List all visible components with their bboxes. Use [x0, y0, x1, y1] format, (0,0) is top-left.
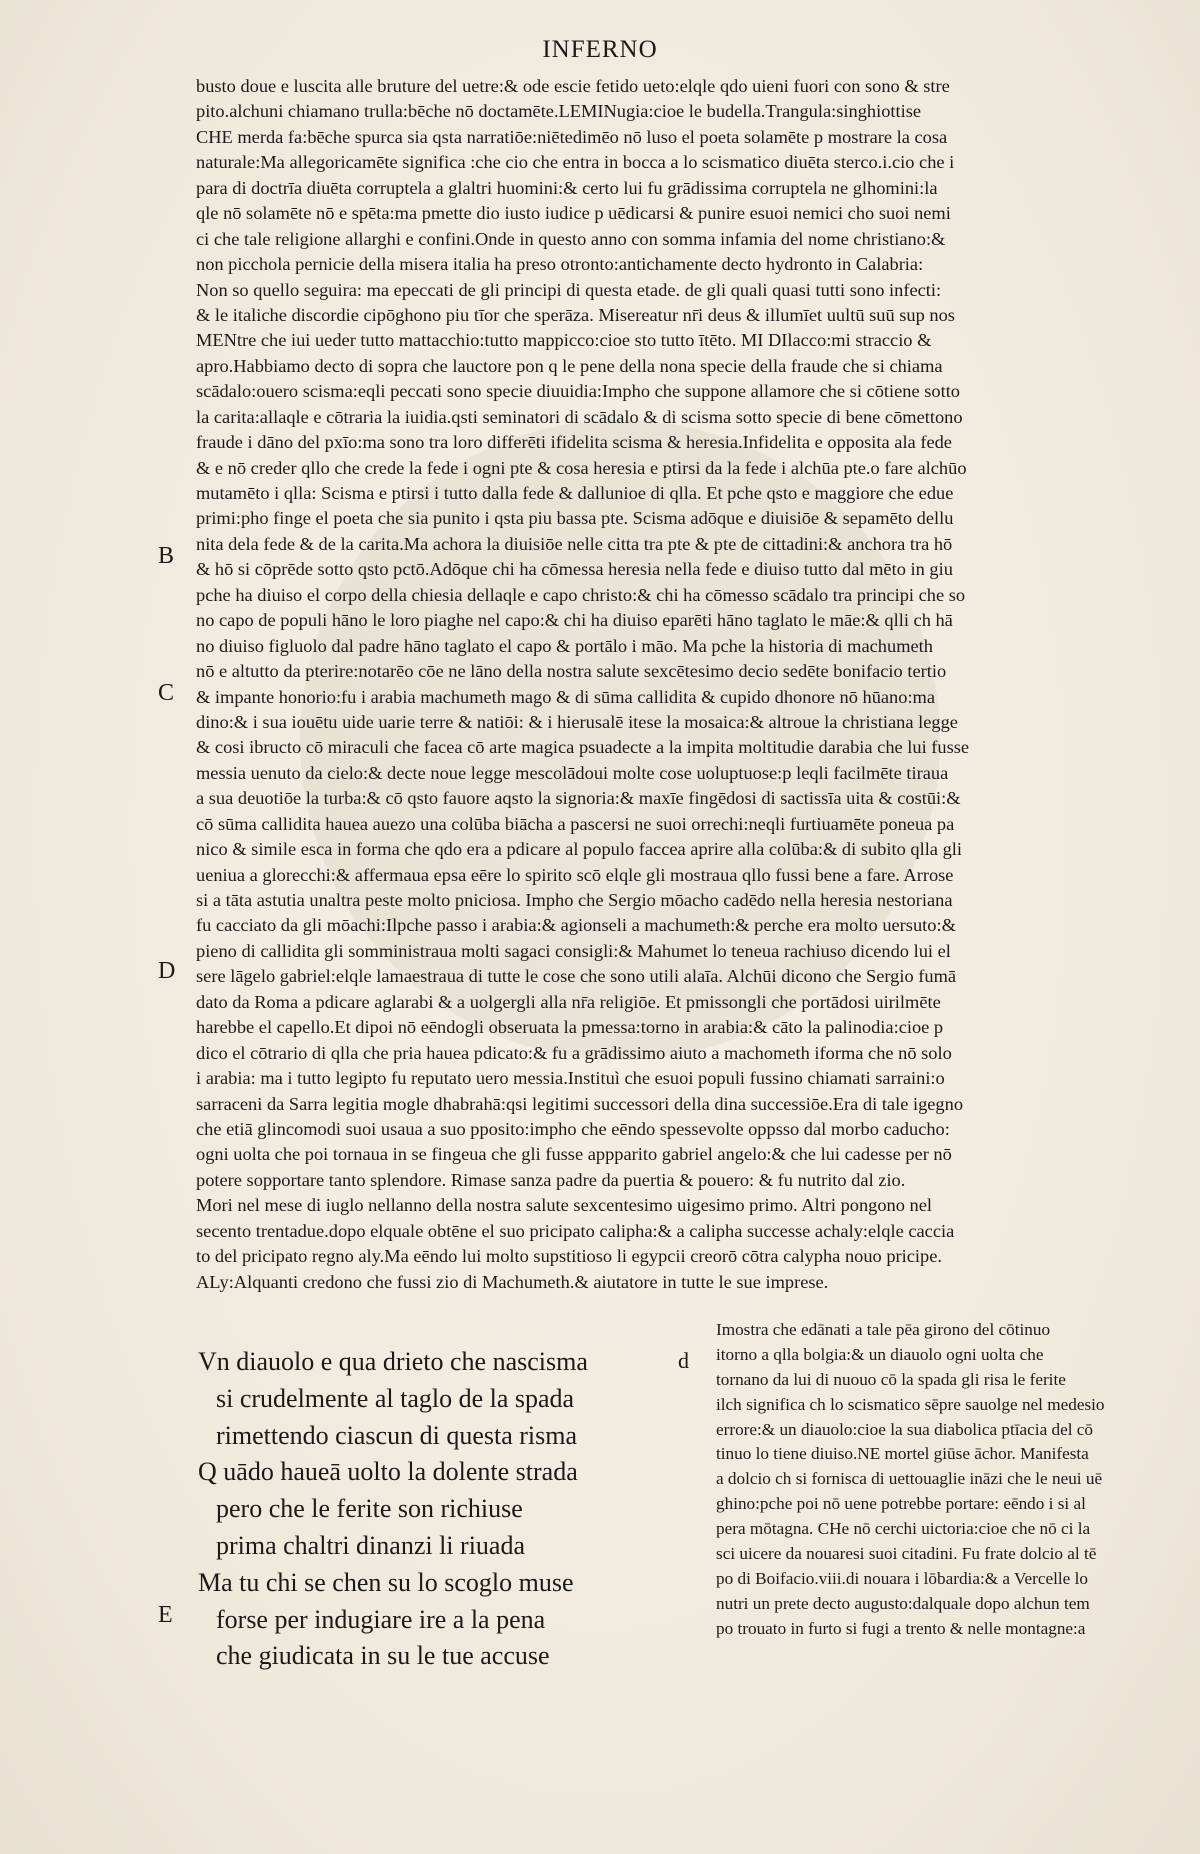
- commentary-line: potere sopportare tanto splendore. Rimase sanza padre da puertia & pouero: & fu nutrito dal zio.: [196, 1169, 906, 1190]
- gloss-line: ghino:pche poi nō uene potrebbe portare: eēndo i si al: [716, 1494, 1086, 1514]
- commentary-line: i arabia: ma i tutto legipto fu reputato uero messia.Instituì che esuoi populi fussino chiamati sarraini:o: [196, 1068, 945, 1089]
- commentary-line: CHE merda fa:bēche spurca sia qsta narratiōe:niētedimēo nō luso el poeta solamēte p mostrare la cosa: [196, 126, 948, 147]
- margin-letter-b: B: [158, 543, 175, 569]
- commentary-line: dico el cōtrario di qlla che pria hauea pdicato:& fu a grādissimo aiuto a machometh iforma che nō solo: [196, 1042, 952, 1063]
- verse-line: si crudelmente al taglo de la spada: [216, 1383, 575, 1413]
- gloss-line: a dolcio ch si fornisca di uettouaglie ināzi che le neui uē: [716, 1469, 1103, 1489]
- commentary-line: ci che tale religione allarghi e confini.Onde in questo anno con somma infamia del nome christiano:&: [196, 228, 946, 249]
- commentary-line: sere lāgelo gabriel:elqle lamaestraua di tutte le cose che sono utili alaīa. Alchūi dicono che Sergio fumā: [196, 966, 957, 987]
- gloss-line: errore:& un diauolo:cioe la sua diabolica ptīacia del cō: [716, 1419, 1094, 1439]
- verse-block: [198, 1344, 666, 1675]
- margin-letter-d: D: [158, 958, 176, 984]
- commentary-line: scādalo:ouero scisma:eqli peccati sono specie diuuidia:Impho che suppone allamore che si cōtiene sotto: [196, 381, 960, 402]
- margin-letter-c: C: [158, 680, 175, 706]
- verse-line: Vn diauolo e qua drieto che nascisma: [198, 1347, 588, 1376]
- commentary-line: fraude i dāno del pxīo:ma sono tra loro differēti ifidelita scisma & heresia.Infidelita e opposita ala fede: [196, 432, 952, 453]
- commentary-line: no capo de populi hāno le loro piaghe nel capo:& chi ha diuiso eparēti hāno taglato le māe:& qlli ch hā: [196, 610, 953, 631]
- commentary-line: pieno di callidita gli somministraua molti sagaci consigli:& Mahumet lo teneua rachiuso dicendo lui el: [196, 940, 951, 961]
- commentary-line: si a tāta astutia unaltra peste molto pniciosa. Impho che Sergio mōacho cadēdo nella heresia nestoriana: [196, 890, 953, 910]
- commentary-line: secento trentadue.dopo elquale obtēne el suo pricipato calipha:& a calipha successe achaly:elqle caccia: [196, 1220, 955, 1241]
- gloss-block: [716, 1318, 1164, 1642]
- verse-line: Q uādo haueā uolto la dolente strada: [198, 1457, 578, 1487]
- verse-line: pero che le ferite son richiuse: [216, 1494, 523, 1524]
- commentary-line: to del pricipato regno aly.Ma eēndo lui molto supstitioso li egypcii creorō cōtra calypha nouo pricipe.: [196, 1246, 942, 1267]
- commentary-line: la carita:allaqle e cōtraria la iuidia.qsti seminatori di scādalo & di scisma sotto specie di bene cōmettono: [196, 406, 963, 427]
- commentary-line: a sua deuotiōe la turba:& cō qsto fauore aqsto la signoria:& maxīe fingēdosi di sactissīa uita & costūi:&: [196, 788, 961, 809]
- commentary-line: pche ha diuiso el corpo della chiesia dellaqle e capo christo:& chi ha cōmesso scādalo tra principi che so: [196, 584, 966, 605]
- gloss-line: ilch significa ch lo scismatico sēpre sauolge nel medesio: [716, 1394, 1105, 1414]
- commentary-line: nō e altutto da pterire:notarēo cōe ne lāno della nostra salute sexcētesimo decio sedēte bonifacio tertio: [196, 661, 947, 682]
- commentary-line: mutamēto i qlla: Scisma e ptirsi i tutto dalla fede & dallunioe di qlla. Et pche qsto e maggiore che edue: [196, 483, 954, 503]
- commentary-line: sarraceni da Sarra legitia mogle dhabrahā:qsi legitimi successori della dina successiōe.Era di tale igegno: [196, 1093, 964, 1114]
- verse-line: che giudicata in su le tue accuse: [216, 1641, 550, 1671]
- commentary-line: Non so quello seguira: ma epeccati de gli principi di questa etade. de gli quali quasi tutti sono infecti:: [196, 279, 942, 300]
- gloss-line: tinuo lo tiene diuiso.NE mortel giūse āchor. Manifesta: [716, 1444, 1089, 1464]
- verse-line: rimettendo ciascun di questa risma: [216, 1420, 578, 1450]
- commentary-line: naturale:Ma allegoricamēte significa :che cio che entra in bocca a lo scismatico diuēta sterco.i.cio che i: [196, 152, 955, 173]
- commentary-line: che etiā glincomodi suoi usaua a suo pposito:impho che eēndo spessevolte oppsso dal morbo caducho:: [196, 1118, 950, 1139]
- commentary-line: para di doctrīa diuēta corruptela a glaltri huomini:& certo lui fu grādissima corruptela ne glhomini:la: [196, 177, 938, 198]
- gloss-line: nutri un prete decto augusto:dalquale dopo alchun tem: [716, 1593, 1090, 1613]
- gloss-line: itorno a qlla bolgia:& un diauolo ogni uolta che: [716, 1344, 1044, 1364]
- commentary-line: ALy:Alquanti credono che fussi zio di Machumeth.& aiutatore in tutte le sue imprese.: [196, 1271, 829, 1292]
- gloss-line: tornano da lui di nuouo cō la spada gli risa le ferite: [716, 1369, 1066, 1389]
- commentary-line: dino:& i sua iouētu uide uarie terre & natiōi: & i hierusalē itese la mosaica:& altroue la christiana legge: [196, 711, 958, 732]
- commentary-line: cō sūma callidita hauea auezo una colūba biācha a pascersi ne suoi orrechi:neqli furtiuamēte poneua pa: [196, 813, 955, 834]
- gloss-line: sci uicere da nouaresi suoi citadini. Fu frate dolcio al tē: [716, 1544, 1097, 1564]
- commentary-line: Mori nel mese di iuglo nellanno della nostra salute sexcentesimo uigesimo primo. Altri pongono nel: [196, 1195, 933, 1216]
- gloss-line: Imostra che edānati a tale pēa gironο del cōtinuo: [716, 1320, 1051, 1339]
- commentary-line: busto doue e luscita alle bruture del uetre:& ode escie fetido ueto:elqle qdo uieni fuori con sono & stre: [196, 76, 950, 96]
- commentary-line: & cosi ibructo cō miraculi che facea cō arte magica psuadecte a la impita moltitudie darabia che lui fusse: [196, 737, 970, 758]
- commentary-line: primi:pho finge el poeta che sia punito i qsta piu bassa pte. Scisma adōque e diuisiōe & sepamēto dellu: [196, 508, 954, 529]
- margin-letter-e: E: [158, 1602, 173, 1628]
- commentary-line: no diuiso figluolo dal padre hāno taglato el capo & portālo i māo. Ma pche la historia di machumeth: [196, 635, 933, 656]
- commentary-line: & e nō creder qllo che crede la fede i ogni pte & cosa heresia e ptirsi da la fede i alchūa pte.o fare alchūo: [196, 457, 967, 478]
- commentary-line: apro.Habbiamo decto di sopra che lauctore pon q le pene della nona specie della fraude che si chiama: [196, 355, 943, 376]
- verse-line: Ma tu chi se chen su lo scoglo muse: [198, 1567, 574, 1597]
- commentary-line: nita dela fede & de la carita.Ma achora la diuisiōe nelle citta tra pte & pte de cittadini:& anchora tra hō: [196, 533, 953, 554]
- running-head: INFERNO: [542, 36, 658, 63]
- commentary-line: & hō si cōprēde sotto qsto pctō.Adōque chi ha cōmessa heresia nella fede e diuiso tutto dal mēto in giu: [196, 559, 953, 580]
- gloss-line: po di Boifacio.viii.di nouara i lōbardia:& a Vercelle lo: [716, 1568, 1088, 1588]
- gloss-line: pera mōtagna. CHe nō cerchi uictoria:cioe che nō ci la: [716, 1519, 1091, 1539]
- gloss-letter-d: d: [678, 1348, 689, 1373]
- gloss-line: po trouato in furto si fugi a trento & nelle montagne:a: [716, 1618, 1086, 1638]
- commentary-line: non picchola pernicie della misera italia ha preso otronto:antichamente decto hydronto in Calabria:: [196, 254, 924, 275]
- commentary-line: pito.alchuni chiamano trulla:bēche nō doctamēte.LEMINugia:cioe le budella.Trangula:singhiottise: [196, 101, 922, 122]
- commentary-line: qle nō solamēte nō e spēta:ma pmette dio iusto iudice p uēdicarsi & punire esuoi nemici cho suoi nemi: [196, 203, 951, 224]
- commentary-line: dato da Roma a pdicare aglarabi & a uolgergli alla nr̄a religiōe. Et pmissongli che portādosi uirilmēte: [196, 991, 941, 1012]
- commentary-line: messia uenuto da cielo:& decte noue legge mescolādoui molte cose uoluptuose:p leqli facilmēte tiraua: [196, 762, 949, 783]
- commentary-line: harebbe el capello.Et dipoi nō eēndogli obseruata la pmessa:torno in arabia:& cāto la palinodia:cioe p: [196, 1017, 944, 1038]
- commentary-line: fu cacciato da gli mōachi:Ilpche passo i arabia:& agionseli a machumeth:& perche era molto uersuto:&: [196, 915, 956, 936]
- commentary-line: nico & simile esca in forma che qdo era a pdicare al populo faccea aprire alla colūba:& di subito qlla gli: [196, 839, 962, 860]
- commentary-line: & le italiche discordie cipōghono piu tīor che sperāza. Misereatur nr̄i deus & illumīet uultū suū sup nos: [196, 304, 955, 325]
- verse-line: prima chaltri dinanzi li riuada: [216, 1530, 525, 1560]
- commentary-block: [196, 74, 1164, 1295]
- commentary-line: & impante honorio:fu i arabia machumeth mago & di sūma callidita & cupido dhonore nō hūano:ma: [196, 686, 936, 707]
- commentary-line: ueniua a glorecchi:& affermaua epsa eēre lo spirito scō elqle gli mostraua qllo fussi bene a fare. Arrose: [196, 864, 954, 885]
- commentary-line: ogni uolta che poi tornaua in se fingeua che gli fusse appparito gabriel angelo:& che lui cadesse per nō: [196, 1144, 952, 1165]
- commentary-line: MENtre che iui ueder tutto mattacchio:tutto mappicco:cioe sto tutto ītēto. MI DIlacco:mi straccio &: [196, 330, 932, 351]
- verse-line: forse per indugiare ire a la pena: [216, 1604, 546, 1634]
